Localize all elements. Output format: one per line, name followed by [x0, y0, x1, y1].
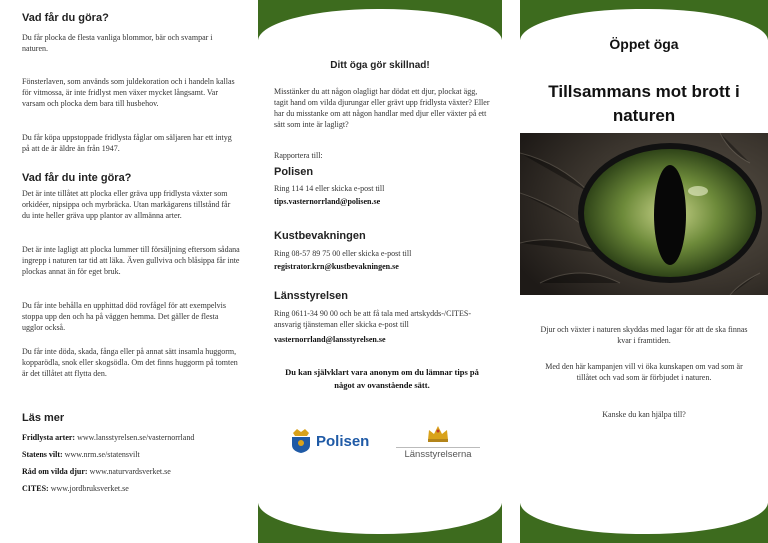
org-contact-email[interactable]: vasternorrland@lansstyrelsen.se	[274, 335, 386, 344]
cat-eye-image	[520, 133, 768, 295]
report-to-label: Rapportera till:	[274, 151, 323, 160]
campaign-headline: Tillsammans mot brott i naturen	[548, 82, 740, 125]
org-text: Ring 0611-34 90 00 och be att få tala med artskydds-/CITES-ansvarig tjänsteman eller skicka e-post till	[274, 309, 471, 329]
eye-photo	[520, 133, 768, 295]
polisen-logo	[290, 428, 369, 454]
org-text: Ring 114 14 eller skicka e-post till	[274, 184, 385, 193]
reference-row: CITES: www.jordbruksverket.se	[22, 484, 129, 493]
org-name-kustbevakningen: Kustbevakningen	[274, 230, 366, 242]
reference-link[interactable]: www.nrm.se/statensvilt	[64, 450, 140, 459]
reference-link[interactable]: www.jordbruksverket.se	[50, 484, 129, 493]
org-name-lansstyrelsen: Länsstyrelsen	[274, 290, 348, 302]
middle-title: Ditt öga gör skillnad!	[330, 60, 430, 71]
org-name-polisen: Polisen	[274, 166, 314, 178]
middle-intro: Misstänker du att någon olagligt har dödat ett djur, plockat ägg, tagit hand om vilda djurungar eller grävt upp fridlysta växter? Eller har du misstanke om att någon handlar med djur eller växter på ett sätt som inte är lagligt?	[274, 87, 490, 129]
info-text-2: Med den här kampanjen vill vi öka kunskapen om vad som är tillåtet och vad som är förbjudet i naturen.	[545, 362, 743, 382]
reference-row: Fridlysta arter: www.lansstyrelsen.se/vasternorrland	[22, 433, 195, 442]
right-panel	[520, 0, 768, 543]
allowed-text-3: Du får köpa uppstoppade fridlysta fåglar om säljaren har ett intyg på att de är äldre än från 1947.	[22, 133, 232, 153]
lansstyrelserna-logo-text: Länsstyrelserna	[396, 447, 480, 460]
reference-row: Statens vilt: www.nrm.se/statensvilt	[22, 450, 140, 459]
info-text-3: Kanske du kan hjälpa till?	[602, 410, 686, 419]
reference-link[interactable]: www.naturvardsverket.se	[89, 467, 171, 476]
not-allowed-text-3: Du får inte behålla en upphittad död rovfågel för att exempelvis stoppa upp den och ha på väggen hemma. Det gäller de flesta ugglor också.	[22, 301, 226, 332]
org-contact-email[interactable]: tips.vasternorrland@polisen.se	[274, 197, 381, 206]
org-text: Ring 08-57 89 75 00 eller skicka e-post till	[274, 249, 412, 258]
not-allowed-text-1: Det är inte tillåtet att plocka eller gräva upp fridlysta växter som orkidéer, nipsippa och myrbräcka. Utan markägarens tillstånd får du inte heller gräva upp plantor av allmänna arter.	[22, 189, 231, 220]
reference-link[interactable]: www.lansstyrelsen.se/vasternorrland	[77, 433, 195, 442]
info-text-1: Djur och växter i naturen skyddas med lagar för att de ska finnas kvar i framtiden.	[540, 325, 748, 345]
org-contact-email[interactable]: registrator.krn@kustbevakningen.se	[274, 262, 399, 271]
middle-panel	[258, 0, 502, 543]
reference-row: Råd om vilda djur: www.naturvardsverket.se	[22, 467, 171, 476]
police-emblem-icon	[290, 428, 312, 454]
lansstyrelserna-logo	[396, 424, 480, 460]
heading-read-more: Läs mer	[22, 412, 65, 424]
heading-allowed: Vad får du göra?	[22, 12, 109, 24]
heading-not-allowed: Vad får du inte göra?	[22, 172, 132, 184]
anonymous-note: Du kan självklart vara anonym om du lämnar tips på något av ovanstående sätt.	[285, 367, 479, 390]
allowed-text-1: Du får plocka de flesta vanliga blommor, bär och svampar i naturen.	[22, 33, 213, 53]
crown-icon	[426, 424, 450, 442]
campaign-title: Öppet öga	[609, 36, 679, 52]
polisen-logo-text: Polisen	[316, 432, 370, 450]
not-allowed-text-2: Det är inte lagligt att plocka lummer till försäljning eftersom sådana ingrepp i naturen tar tid att läka. Även gullviva och blåsippa får inte plockas annat än för eget bruk.	[22, 245, 240, 276]
allowed-text-2: Fönsterlaven, som används som juldekoration och i handeln kallas för vitmossa, är inte fridlyst men växer mycket långsamt. Var varsam och plocka dem bara till husbehov.	[22, 77, 235, 108]
not-allowed-text-4: Du får inte döda, skada, fånga eller på annat sätt insamla huggorm, kopparödla, snok eller skogsödla. Om det finns huggorm på tomten är det tillåtet att flytta den.	[22, 347, 238, 378]
left-panel	[0, 0, 250, 543]
